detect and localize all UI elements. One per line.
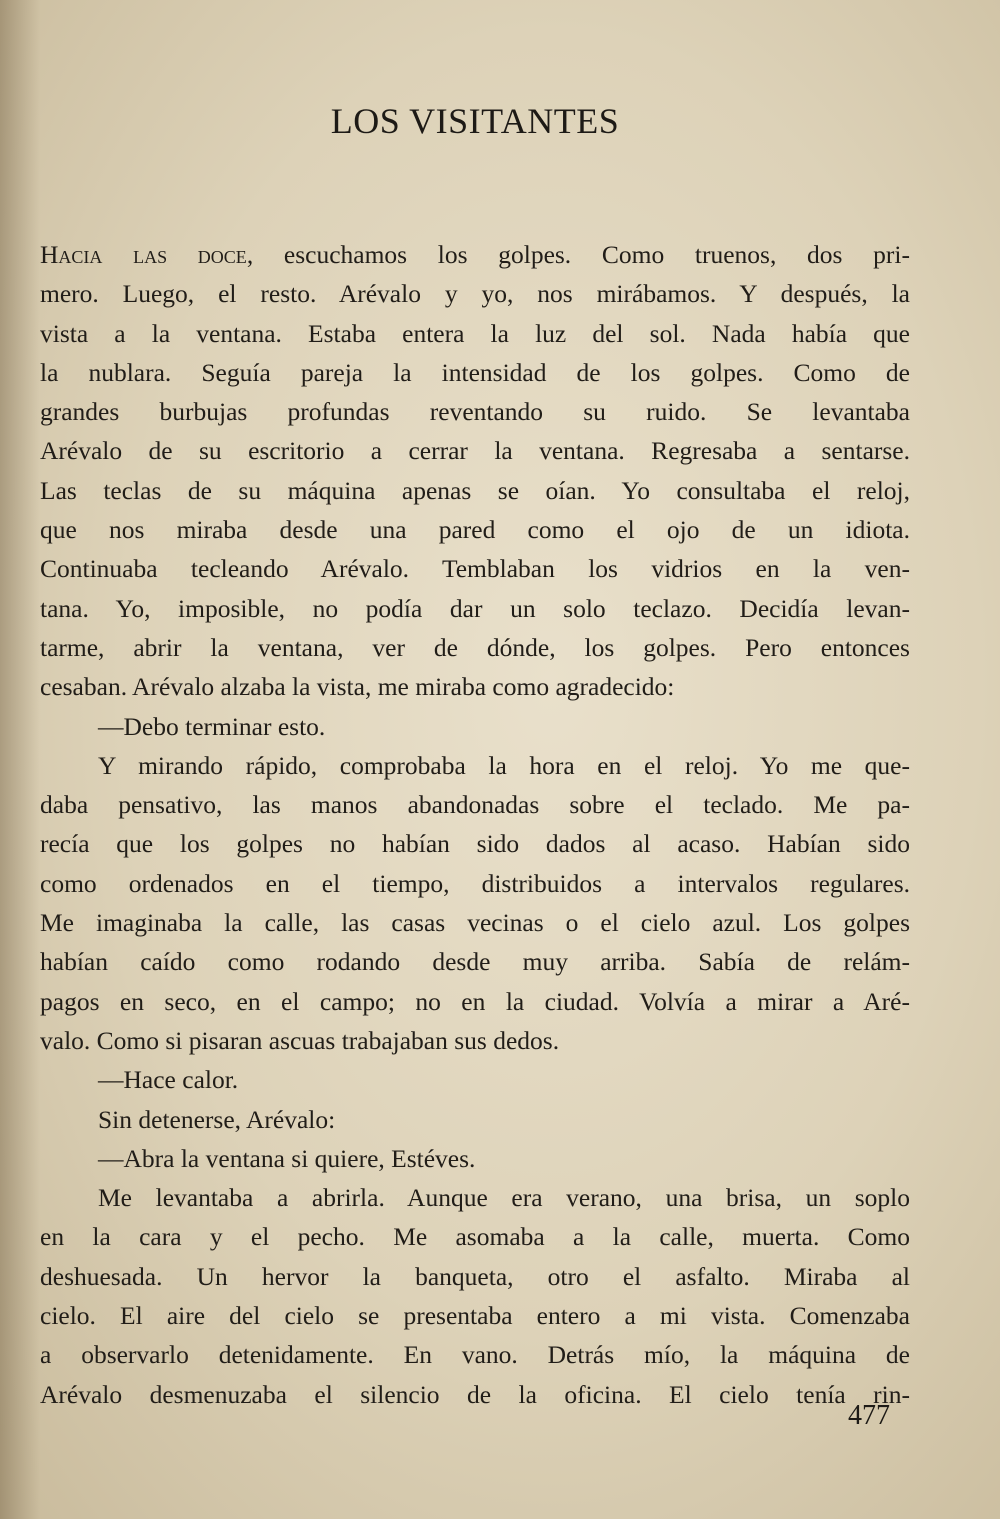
text-line: tana. Yo, imposible, no podía dar un solo teclazo. Decidía levan- <box>40 593 910 623</box>
text-line: Y mirando rápido, comprobaba la hora en el reloj. Yo me que- <box>98 750 910 780</box>
text-line: deshuesada. Un hervor la banqueta, otro el asfalto. Miraba al <box>40 1261 910 1291</box>
text-line: Me levantaba a abrirla. Aunque era verano, una brisa, un soplo <box>98 1183 910 1213</box>
text-line: valo. Como si pisaran ascuas trabajaban sus dedos. <box>40 1025 560 1055</box>
text-line: Me imaginaba la calle, las casas vecinas o el cielo azul. Los golpes <box>40 908 910 938</box>
body-text <box>40 235 910 1414</box>
text-line: Arévalo de su escritorio a cerrar la ventana. Regresaba a sentarse. <box>40 436 910 466</box>
text-line: en la cara y el pecho. Me asomaba a la calle, muerta. Como <box>40 1222 910 1252</box>
text-line: Hacia las doce, escuchamos los golpes. Como truenos, dos pri- <box>40 240 910 269</box>
dialogue-line: —Hace calor. <box>98 1065 239 1095</box>
text-line: la nublara. Seguía pareja la intensidad de los golpes. Como de <box>40 357 910 387</box>
text-line: tarme, abrir la ventana, ver de dónde, los golpes. Pero entonces <box>40 632 910 662</box>
chapter-title: LOS VISITANTES <box>330 101 620 141</box>
text-line: cielo. El aire del cielo se presentaba entero a mi vista. Comenzaba <box>40 1301 910 1331</box>
dialogue-line: —Abra la ventana si quiere, Estéves. <box>98 1143 476 1173</box>
text-line: a observarlo detenidamente. En vano. Detrás mío, la máquina de <box>40 1340 910 1370</box>
page-gutter-shadow <box>0 0 40 1519</box>
text-line: vista a la ventana. Estaba entera la luz del sol. Nada había que <box>40 318 910 348</box>
text-line: Las teclas de su máquina apenas se oían. Yo consultaba el reloj, <box>40 475 910 505</box>
text-line: recía que los golpes no habían sido dados al acaso. Habían sido <box>40 829 910 859</box>
text-line: Sin detenerse, Arévalo: <box>98 1104 336 1134</box>
text-line: Arévalo desmenuzaba el silencio de la oficina. El cielo tenía rin- <box>40 1379 910 1409</box>
text-line: habían caído como rodando desde muy arriba. Sabía de relám- <box>40 947 910 977</box>
text-line: que nos miraba desde una pared como el ojo de un idiota. <box>40 515 910 545</box>
text-line: grandes burbujas profundas reventando su ruido. Se levantaba <box>40 397 910 427</box>
dialogue-line: —Debo terminar esto. <box>98 711 326 741</box>
text-line: como ordenados en el tiempo, distribuidos a intervalos regulares. <box>40 868 910 898</box>
opening-small-caps: Hacia las doce <box>40 240 247 269</box>
page-number: 477 <box>848 1400 890 1431</box>
text-line: mero. Luego, el resto. Arévalo y yo, nos mirábamos. Y después, la <box>40 279 910 309</box>
text-line: Continuaba tecleando Arévalo. Temblaban los vidrios en la ven- <box>40 554 910 584</box>
text-line: daba pensativo, las manos abandonadas sobre el teclado. Me pa- <box>40 790 910 820</box>
text-line: pagos en seco, en el campo; no en la ciudad. Volvía a mirar a Aré- <box>40 986 910 1016</box>
text-line: cesaban. Arévalo alzaba la vista, me miraba como agradecido: <box>40 672 675 702</box>
